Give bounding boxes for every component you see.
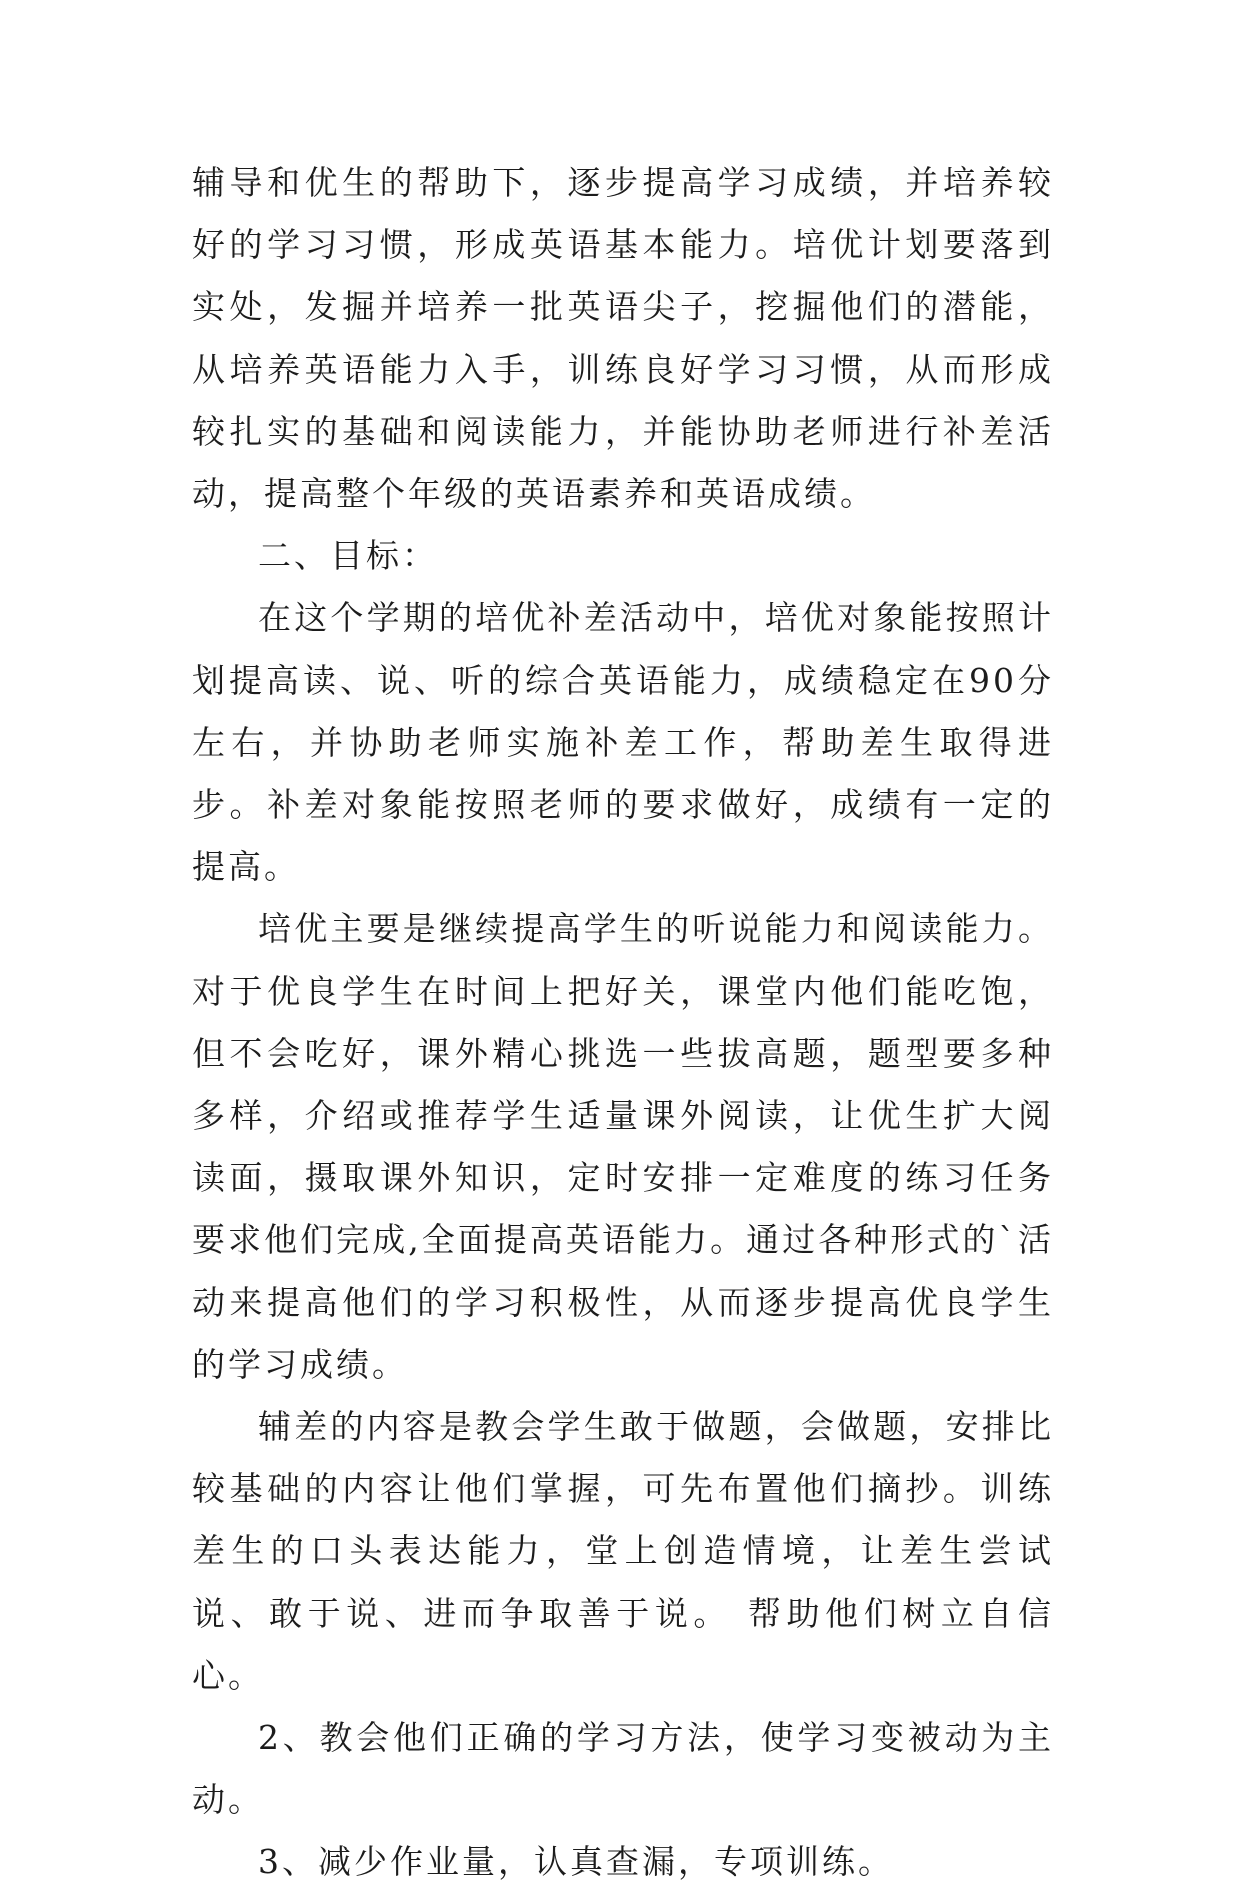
section-heading-goals: 二、目标： <box>258 536 438 576</box>
paragraph-weak-students: 辅差的内容是教会学生敢于做题，会做题，安排比较基础的内容让他们掌握，可先布置他们摘抄。训练差生的口头表达能力，堂上创造情境，让差生尝试说、敢于说、进而争取善于说。 帮助他们树立自信心。 <box>192 1407 1054 1695</box>
paragraph-top-students: 培优主要是继续提高学生的听说能力和阅读能力。对于优良学生在时间上把好关，课堂内他们能吃饱，但不会吃好，课外精心挑选一些拔高题，题型要多种多样，介绍或推荐学生适量课外阅读，让优生扩大阅读面，摄取课外知识，定时安排一定难度的练习任务要求他们完成,全面提高英语能力。通过各种形式的`活动来提高他们的学习积极性，从而逐步提高优良学生的学习成绩。 <box>192 909 1054 1384</box>
list-item-2: 2、教会他们正确的学习方法，使学习变被动为主动。 <box>192 1718 1054 1820</box>
paragraph-continuation: 辅导和优生的帮助下，逐步提高学习成绩，并培养较好的学习习惯，形成英语基本能力。培优计划要落到实处，发掘并培养一批英语尖子，挖掘他们的潜能，从培养英语能力入手，训练良好学习习惯，从而形成较扎实的基础和阅读能力，并能协助老师进行补差活动，提高整个年级的英语素养和英语成绩。 <box>192 163 1054 514</box>
document-body <box>192 152 1054 1894</box>
paragraph-goals: 在这个学期的培优补差活动中，培优对象能按照计划提高读、说、听的综合英语能力，成绩稳定在90分左右，并协助老师实施补差工作，帮助差生取得进步。补差对象能按照老师的要求做好，成绩有一定的提高。 <box>192 598 1054 887</box>
list-item-3: 3、减少作业量，认真查漏，专项训练。 <box>258 1842 894 1882</box>
